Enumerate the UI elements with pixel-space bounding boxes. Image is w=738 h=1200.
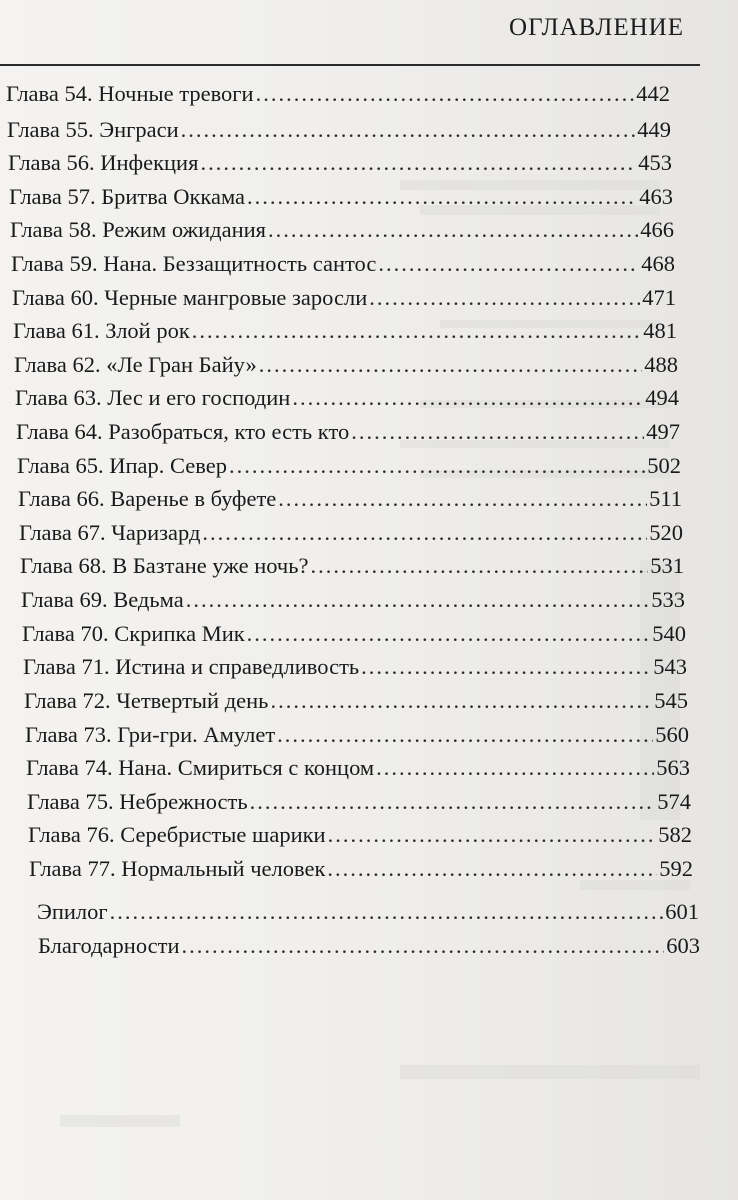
toc-entry-title: Глава 64. Разобраться, кто есть кто bbox=[16, 419, 350, 444]
toc-leader-dots bbox=[200, 147, 636, 179]
toc-entry bbox=[9, 181, 673, 213]
toc-entry bbox=[19, 517, 683, 549]
toc-entry-title: Глава 59. Нана. Беззащитность сантос bbox=[11, 251, 377, 276]
toc-leader-dots bbox=[378, 248, 639, 280]
toc-entry bbox=[13, 315, 677, 347]
header-rule bbox=[0, 64, 700, 66]
toc-entry bbox=[17, 450, 681, 482]
toc-entry bbox=[7, 114, 671, 146]
toc-entry-title: Глава 74. Нана. Смириться с концом bbox=[26, 755, 375, 780]
toc-leader-dots bbox=[181, 114, 636, 146]
running-head: ОГЛАВЛЕНИЕ bbox=[509, 14, 684, 41]
toc-entry-title: Глава 77. Нормальный человек bbox=[29, 856, 326, 881]
toc-entry bbox=[15, 382, 679, 414]
toc-entry-page: 502 bbox=[647, 453, 681, 478]
toc-entry-page: 592 bbox=[659, 856, 693, 881]
toc-entry-title: Благодарности bbox=[38, 933, 180, 958]
toc-entry-title: Глава 75. Небрежность bbox=[27, 789, 248, 814]
toc-leader-dots bbox=[250, 786, 656, 818]
toc-leader-dots bbox=[202, 517, 647, 549]
toc-entry-page: 533 bbox=[651, 587, 685, 612]
toc-leader-dots bbox=[278, 483, 647, 515]
toc-entry bbox=[25, 719, 689, 751]
toc-leader-dots bbox=[259, 349, 643, 381]
toc-leader-dots bbox=[292, 382, 643, 414]
toc-leader-dots bbox=[247, 618, 651, 650]
toc-leader-dots bbox=[270, 685, 652, 717]
toc-leader-dots bbox=[182, 930, 665, 962]
toc-entry bbox=[6, 78, 670, 110]
toc-entry bbox=[23, 651, 687, 683]
toc-entry-page: 574 bbox=[657, 789, 691, 814]
toc-entry-page: 494 bbox=[645, 385, 679, 410]
toc-leader-dots bbox=[376, 752, 654, 784]
toc-entry-page: 531 bbox=[650, 553, 684, 578]
toc-entry-page: 468 bbox=[641, 251, 675, 276]
toc-entry-title: Глава 66. Варенье в буфете bbox=[18, 486, 277, 511]
toc-entry bbox=[26, 752, 690, 784]
toc-entry-title: Глава 69. Ведьма bbox=[21, 587, 184, 612]
toc-leader-dots bbox=[277, 719, 653, 751]
toc-entry-page: 453 bbox=[638, 150, 672, 175]
toc-entry-page: 497 bbox=[646, 419, 680, 444]
toc-leader-dots bbox=[192, 315, 641, 347]
toc-leader-dots bbox=[247, 181, 637, 213]
toc-entry-title: Глава 54. Ночные тревоги bbox=[6, 81, 254, 106]
toc-entry-page: 543 bbox=[653, 654, 687, 679]
toc-entry-page: 466 bbox=[640, 217, 674, 242]
toc-entry bbox=[11, 248, 675, 280]
toc-entry-title: Глава 73. Гри-гри. Амулет bbox=[25, 722, 276, 747]
toc-entry-page: 601 bbox=[665, 899, 699, 924]
toc-entry bbox=[18, 483, 682, 515]
toc-entry bbox=[21, 584, 685, 616]
toc-leader-dots bbox=[110, 896, 664, 928]
toc-entry bbox=[29, 853, 693, 885]
toc-entry-page: 488 bbox=[644, 352, 678, 377]
toc-leader-dots bbox=[268, 214, 638, 246]
toc-entry-page: 463 bbox=[639, 184, 673, 209]
toc-entry bbox=[16, 416, 680, 448]
toc-entry-title: Эпилог bbox=[37, 899, 108, 924]
toc-entry-page: 520 bbox=[649, 520, 683, 545]
toc-leader-dots bbox=[328, 819, 657, 851]
show-through-block bbox=[400, 1065, 700, 1079]
toc-entry-page: 582 bbox=[658, 822, 692, 847]
toc-leader-dots bbox=[186, 584, 650, 616]
toc-entry bbox=[8, 147, 672, 179]
toc-entry bbox=[10, 214, 674, 246]
toc-entry bbox=[20, 550, 684, 582]
toc-entry bbox=[24, 685, 688, 717]
toc-entry-page: 481 bbox=[643, 318, 677, 343]
toc-entry-title: Глава 62. «Ле Гран Байу» bbox=[14, 352, 257, 377]
toc-entry-title: Глава 63. Лес и его господин bbox=[15, 385, 291, 410]
toc-leader-dots bbox=[361, 651, 651, 683]
toc-leader-dots bbox=[229, 450, 645, 482]
toc-entry-page: 560 bbox=[655, 722, 689, 747]
toc-entry-title: Глава 68. В Базтане уже ночь? bbox=[20, 553, 309, 578]
toc-entry-title: Глава 76. Серебристые шарики bbox=[28, 822, 326, 847]
toc-entry-title: Глава 72. Четвертый день bbox=[24, 688, 269, 713]
toc-entry-page: 540 bbox=[652, 621, 686, 646]
toc-entry-page: 603 bbox=[666, 933, 700, 958]
toc-entry bbox=[22, 618, 686, 650]
toc-entry bbox=[14, 349, 678, 381]
toc-entry-title: Глава 57. Бритва Оккама bbox=[9, 184, 246, 209]
toc-leader-dots bbox=[351, 416, 644, 448]
toc-entry-page: 442 bbox=[636, 81, 670, 106]
toc-entry-page: 449 bbox=[637, 117, 671, 142]
toc-entry-title: Глава 60. Черные мангровые заросли bbox=[12, 285, 368, 310]
toc-entry-title: Глава 65. Ипар. Север bbox=[17, 453, 227, 478]
toc-entry-title: Глава 67. Чаризард bbox=[19, 520, 201, 545]
toc-entry bbox=[27, 786, 691, 818]
toc-entry-title: Глава 70. Скрипка Мик bbox=[22, 621, 245, 646]
toc-leader-dots bbox=[327, 853, 657, 885]
toc-entry-page: 545 bbox=[654, 688, 688, 713]
toc-entry bbox=[37, 896, 699, 928]
toc-entry-page: 563 bbox=[656, 755, 690, 780]
toc-entry-title: Глава 71. Истина и справедливость bbox=[23, 654, 360, 679]
toc-leader-dots bbox=[310, 550, 648, 582]
toc-entry bbox=[38, 930, 700, 962]
toc-entry bbox=[12, 282, 676, 314]
toc-entry-page: 471 bbox=[642, 285, 676, 310]
toc-leader-dots bbox=[256, 78, 635, 110]
toc-entry bbox=[28, 819, 692, 851]
toc-entry-title: Глава 61. Злой рок bbox=[13, 318, 190, 343]
toc-entry-page: 511 bbox=[649, 486, 682, 511]
show-through-block bbox=[60, 1115, 180, 1127]
toc-leader-dots bbox=[369, 282, 640, 314]
toc-entry-title: Глава 58. Режим ожидания bbox=[10, 217, 267, 242]
toc-entry-title: Глава 56. Инфекция bbox=[8, 150, 199, 175]
toc-entry-title: Глава 55. Энграси bbox=[7, 117, 179, 142]
